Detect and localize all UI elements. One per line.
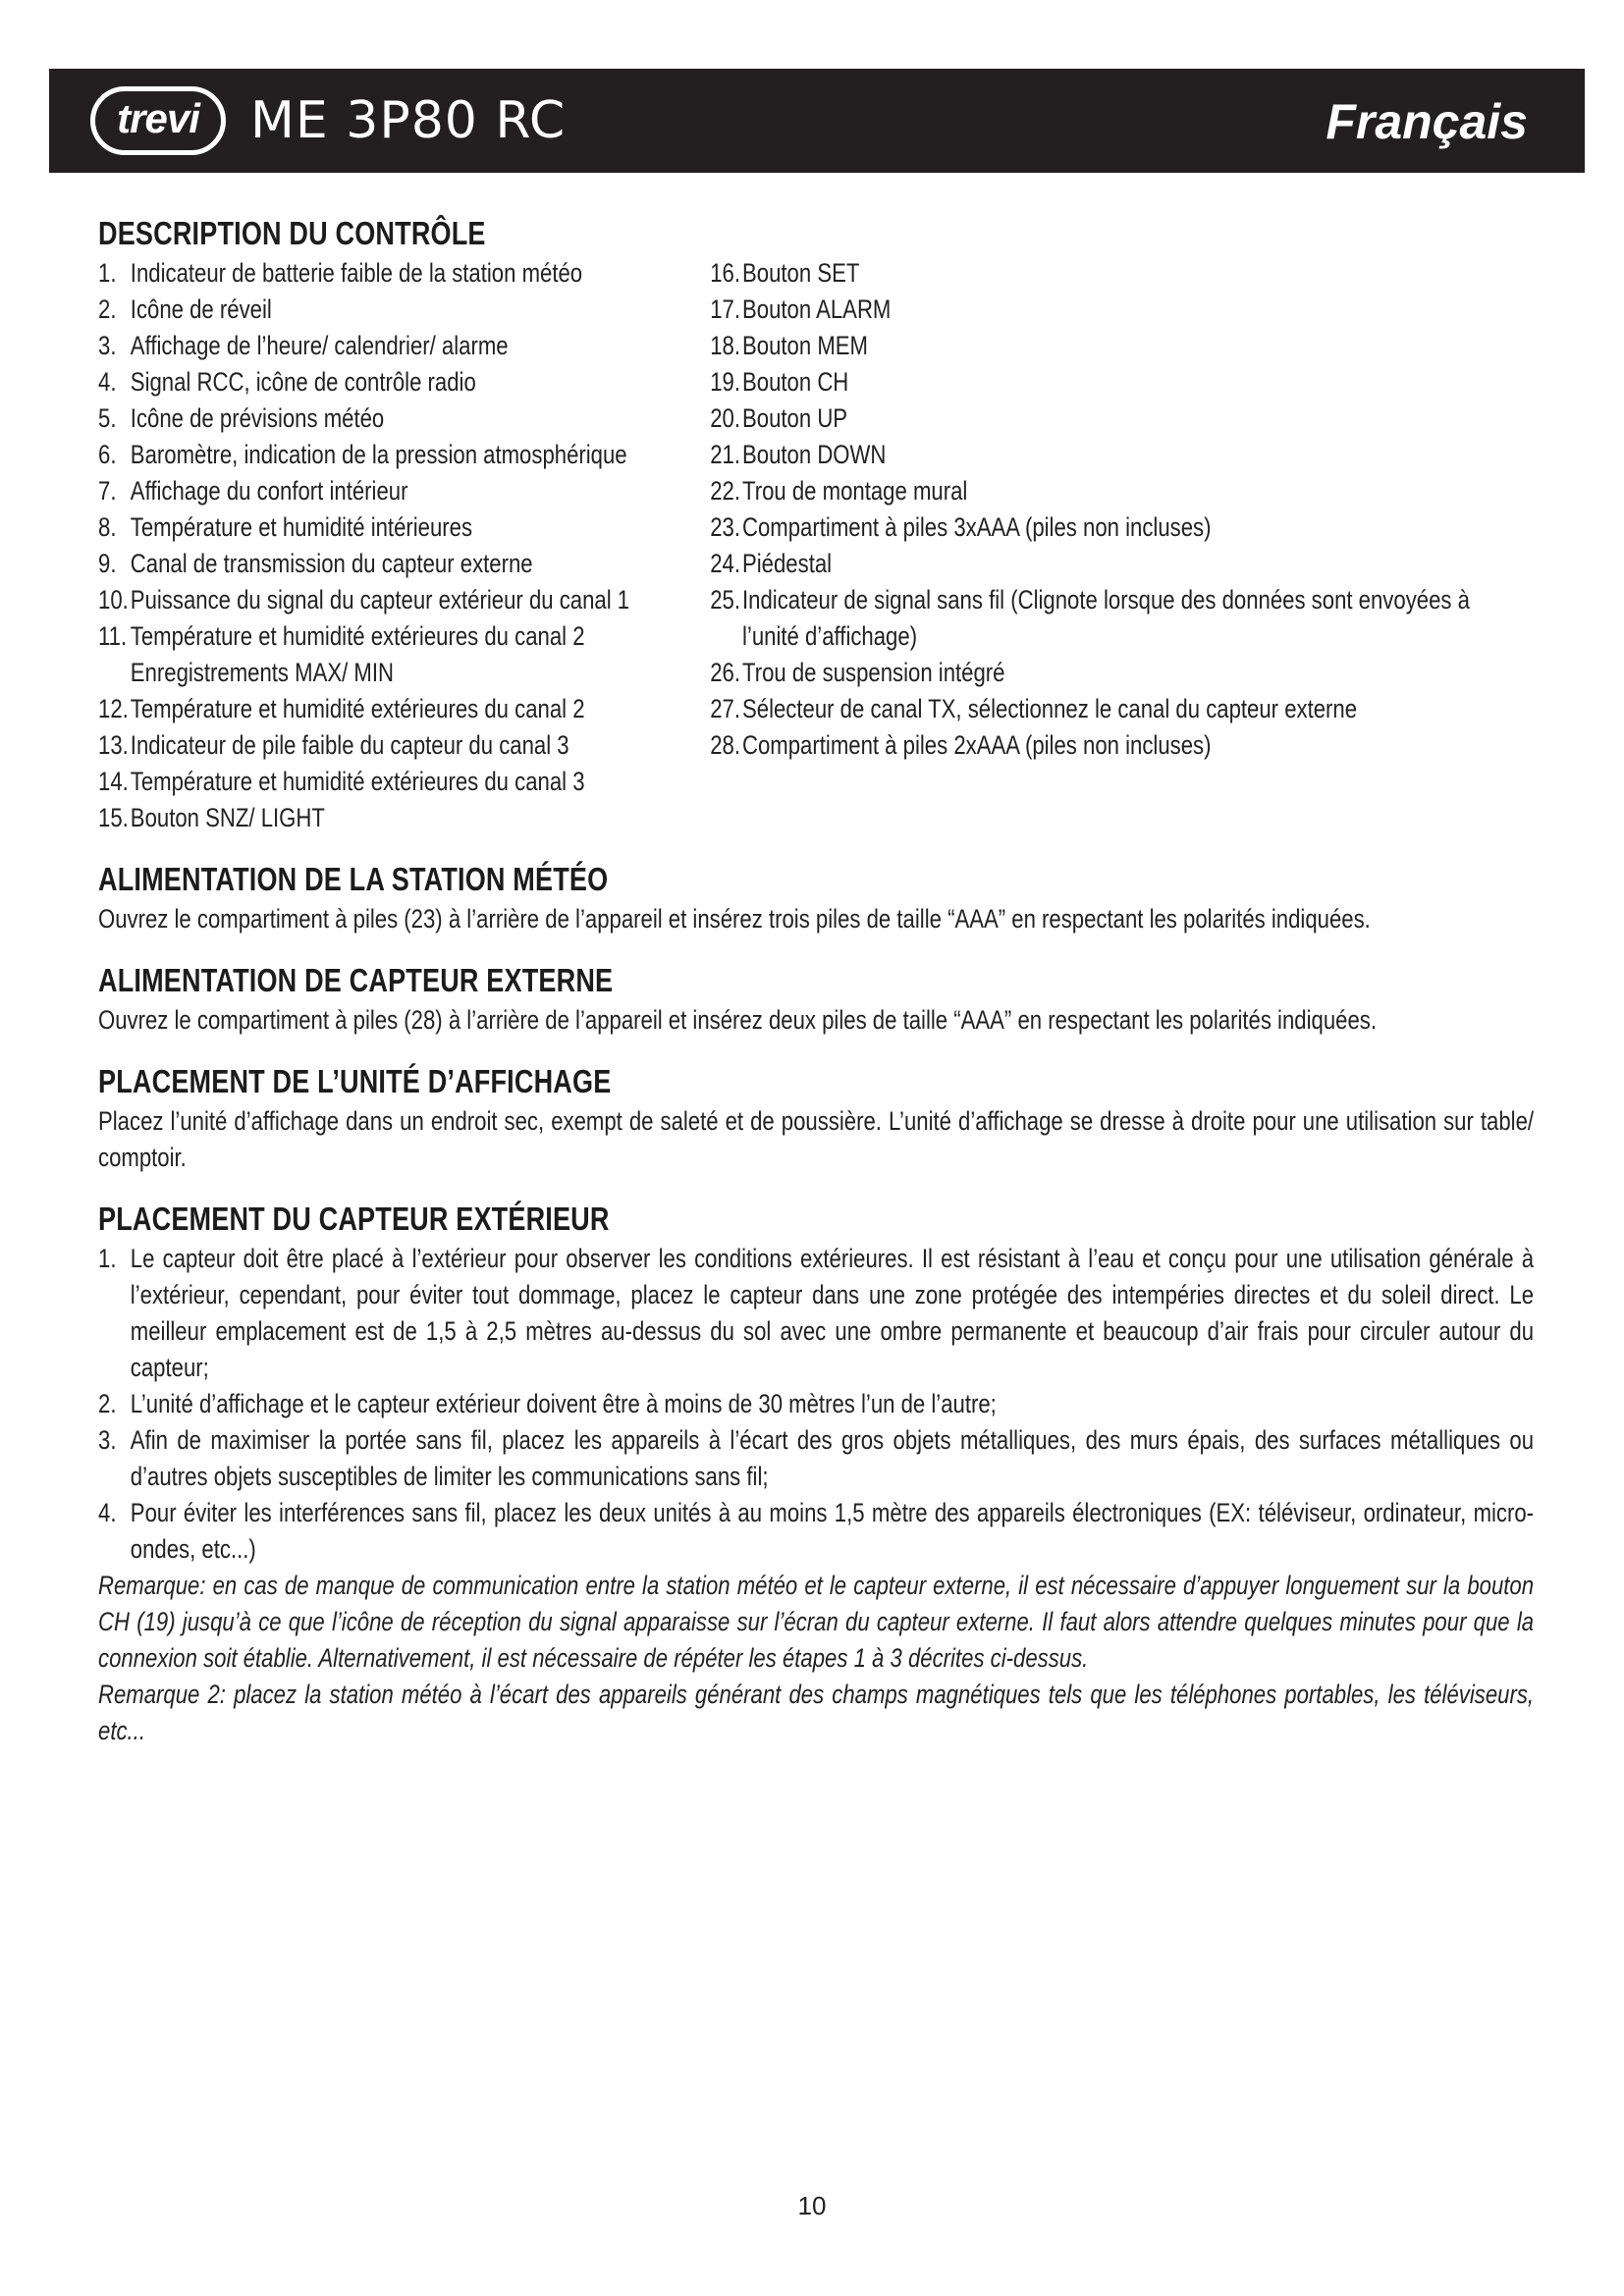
section-sensor-placement [98,1200,1534,1749]
item-text: Sélecteur de canal TX, sélectionnez le canal du capteur externe [742,694,1358,723]
controls-left-column [98,255,710,836]
item-number: 1. [98,258,117,288]
item-text: Température et humidité extérieures du canal 2 Enregistrements MAX/ MIN [130,621,585,687]
list-item [710,727,1515,764]
list-item [710,473,1515,509]
list-item [710,437,1515,473]
list-item [98,255,710,292]
item-number: 8. [98,512,117,542]
controls-right-column [710,255,1515,836]
controls-columns [98,255,1534,836]
list-item [710,364,1515,400]
list-item [710,292,1515,328]
controls-heading: DESCRIPTION DU CONTRÔLE [98,215,486,251]
item-text: Signal RCC, icône de contrôle radio [130,367,476,397]
language-label: Français [1326,94,1528,149]
note-2: Remarque 2: placez la station météo à l’écart des appareils générant des champs magnétiques tels que les téléphones portables, les téléviseurs, etc... [98,1680,1535,1745]
item-text: Bouton UP [742,403,848,433]
power-station-heading: ALIMENTATION DE LA STATION MÉTÉO [98,861,609,897]
power-sensor-text: Ouvrez le compartiment à piles (28) à l’arrière de l’appareil et insérez deux piles de taille “AAA” en respectant les polarités indiquées. [98,1005,1377,1035]
list-item [710,582,1515,655]
item-number: 20. [710,403,740,433]
list-item [98,364,710,400]
item-text: Compartiment à piles 3xAAA (piles non incluses) [742,512,1212,542]
item-text: Indicateur de signal sans fil (Clignote lorsque des données sont envoyées à l’unité d’affichage) [742,585,1470,651]
item-number: 28. [710,730,740,760]
list-item [98,800,710,836]
list-item [98,1386,1534,1422]
list-item [98,328,710,364]
item-number: 3. [98,331,117,360]
section-power-sensor [98,961,1534,1039]
list-item [710,400,1515,437]
list-item [98,292,710,328]
item-text: Compartiment à piles 2xAAA (piles non incluses) [742,730,1212,760]
display-placement-text: Placez l’unité d’affichage dans un endroit sec, exempt de saleté et de poussière. L’unité d’affichage se dresse à droite pour une utilisation sur table/ comptoir. [98,1106,1535,1172]
item-text: Bouton CH [742,367,849,397]
item-number: 13. [98,730,129,760]
list-item [710,509,1515,546]
note-1: Remarque: en cas de manque de communication entre la station météo et le capteur externe, il est nécessaire d’appuyer longuement sur la bouton CH (19) jusqu’à ce que l’icône de réception du signal apparaisse sur l’écran du capteur externe. Il faut alors attendre quelques minutes pour que la connexion soit établie. Alternativement, il est nécessaire de répéter les étapes 1 à 3 décrites ci-dessus. [98,1571,1535,1673]
item-number: 5. [98,403,117,433]
page-content [98,214,1534,1749]
item-text: Canal de transmission du capteur externe [130,549,533,578]
item-text: Pour éviter les interférences sans fil, placez les deux unités à au moins 1,5 mètre des appareils électroniques (EX: téléviseur, ordinateur, micro-ondes, etc...) [130,1498,1535,1564]
list-item [710,546,1515,582]
item-number: 27. [710,694,740,723]
item-number: 1. [98,1244,117,1273]
item-text: Trou de suspension intégré [742,658,1005,687]
controls-right-list [710,255,1515,764]
item-number: 2. [98,294,117,324]
list-item [98,400,710,437]
list-item [710,328,1515,364]
item-number: 6. [98,440,117,469]
list-item [98,1495,1534,1568]
item-number: 9. [98,549,117,578]
item-number: 23. [710,512,740,542]
item-number: 26. [710,658,740,687]
item-number: 19. [710,367,740,397]
item-number: 7. [98,476,117,506]
item-text: Bouton MEM [742,331,868,360]
list-item [98,1422,1534,1495]
page-number: 10 [797,2191,827,2220]
item-text: Affichage de l’heure/ calendrier/ alarme [130,331,509,360]
power-station-text: Ouvrez le compartiment à piles (23) à l’arrière de l’appareil et insérez trois piles de taille “AAA” en respectant les polarités indiquées. [98,904,1371,934]
item-text: Indicateur de pile faible du capteur du canal 3 [130,730,569,760]
list-item [98,473,710,509]
item-number: 12. [98,694,129,723]
list-item [98,618,710,691]
item-text: Icône de réveil [130,294,272,324]
item-number: 2. [98,1389,117,1418]
section-display-placement [98,1062,1534,1176]
item-number: 24. [710,549,740,578]
list-item [98,1241,1534,1386]
item-number: 15. [98,803,129,832]
list-item [98,764,710,800]
logo-text: trevi [117,95,199,141]
item-number: 14. [98,767,129,796]
list-item [98,727,710,764]
item-number: 4. [98,1498,117,1527]
list-item [710,255,1515,292]
section-power-station [98,860,1534,937]
list-item [710,655,1515,691]
item-text: L’unité d’affichage et le capteur extérieur doivent être à moins de 30 mètres l’un de l’autre; [130,1389,997,1418]
item-text: Afin de maximiser la portée sans fil, placez les appareils à l’écart des gros objets métalliques, des murs épais, des surfaces métalliques ou d’autres objets susceptibles de limiter les communications sans fil; [130,1425,1535,1491]
list-item [98,509,710,546]
list-item [710,691,1515,727]
item-number: 10. [98,585,129,614]
power-sensor-heading: ALIMENTATION DE CAPTEUR EXTERNE [98,962,614,998]
list-item [98,546,710,582]
display-placement-heading: PLACEMENT DE L’UNITÉ D’AFFICHAGE [98,1063,612,1099]
item-text: Trou de montage mural [742,476,968,506]
item-text: Bouton SET [742,258,860,288]
item-text: Puissance du signal du capteur extérieur du canal 1 [130,585,630,614]
item-number: 11. [98,621,128,651]
item-number: 22. [710,476,740,506]
item-text: Température et humidité intérieures [130,512,473,542]
item-text: Bouton ALARM [742,294,892,324]
item-text: Température et humidité extérieures du canal 3 [130,767,585,796]
item-number: 3. [98,1425,117,1455]
model-name: ME 3P80 RC [250,91,567,150]
item-text: Bouton SNZ/ LIGHT [130,803,325,832]
page-header [49,69,1585,173]
item-text: Le capteur doit être placé à l’extérieur pour observer les conditions extérieures. Il est résistant à l’eau et conçu pour une utilisation générale à l’extérieur, cependant, pour éviter tout dommage, placez le capteur dans une zone protégée des intempéries directes et du soleil direct. Le meilleur emplacement est de 1,5 à 2,5 mètres au-dessus du sol avec une ombre permanente et beaucoup d’air frais pour circuler autour du capteur; [130,1244,1535,1382]
item-number: 17. [710,294,740,324]
item-text: Bouton DOWN [742,440,887,469]
item-number: 16. [710,258,740,288]
item-text: Indicateur de batterie faible de la station météo [130,258,583,288]
item-text: Affichage du confort intérieur [130,476,408,506]
item-number: 21. [710,440,740,469]
controls-left-list [98,255,710,836]
item-text: Température et humidité extérieures du canal 2 [130,694,585,723]
item-text: Piédestal [742,549,833,578]
item-number: 4. [98,367,117,397]
item-number: 18. [710,331,740,360]
list-item [98,437,710,473]
sensor-placement-heading: PLACEMENT DU CAPTEUR EXTÉRIEUR [98,1201,610,1237]
list-item [98,582,710,618]
item-text: Icône de prévisions météo [130,403,385,433]
sensor-placement-list [98,1241,1534,1568]
item-number: 25. [710,585,740,614]
list-item [98,691,710,727]
trevi-logo [90,86,226,155]
item-text: Baromètre, indication de la pression atmosphérique [130,440,627,469]
